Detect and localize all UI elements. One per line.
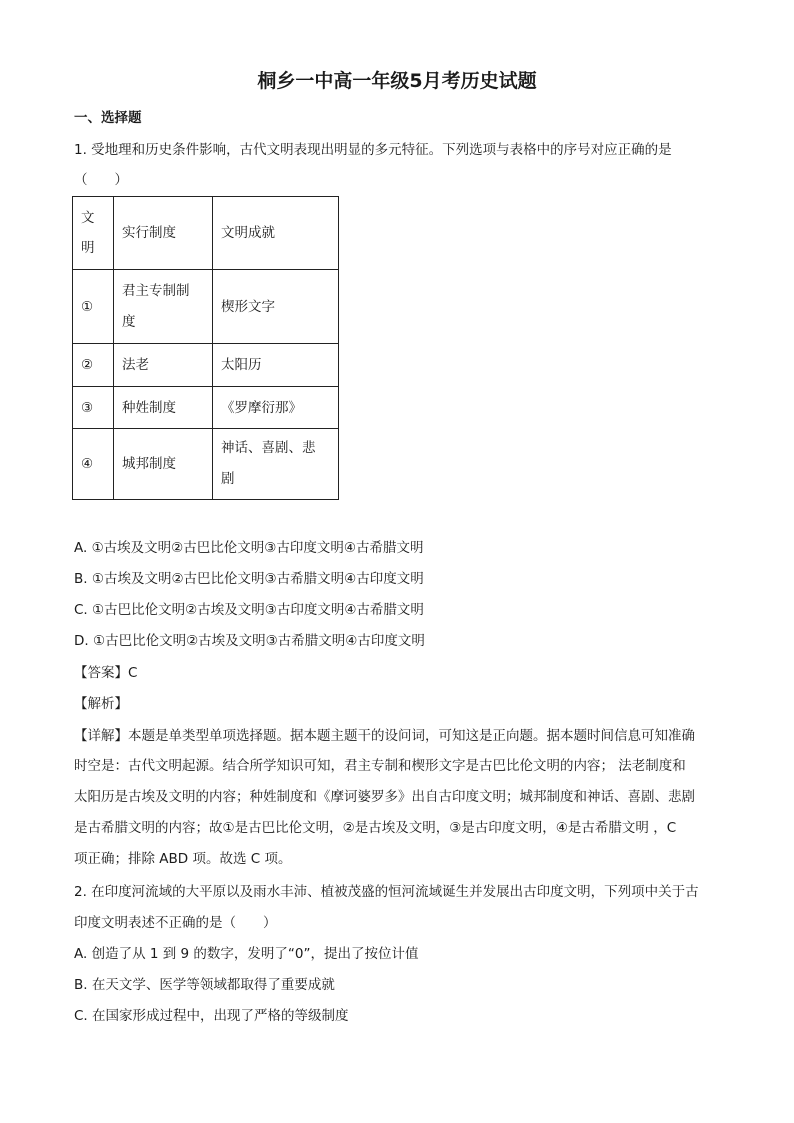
table-header-cell: 文明成就: [213, 197, 339, 270]
question-1-table: [72, 196, 339, 500]
question-2-stem: 2. 在印度河流域的大平原以及雨水丰沛、植被茂盛的恒河流域诞生并发展出古印度文明，下列项中关于古: [74, 884, 699, 900]
detail-line: 【详解】本题是单类型单项选择题。据本题主题干的设问词，可知这是正向题。据本题时间信息可知准确: [74, 728, 695, 744]
question-2-stem-continued: 印度文明表述不正确的是（ ）: [74, 915, 277, 931]
table-cell: 种姓制度: [114, 387, 213, 429]
detail-line: 是古希腊文明的内容；故①是古巴比伦文明，②是古埃及文明，③是古印度文明，④是古希腊文明 ，C: [74, 820, 677, 836]
table-cell: 法老: [114, 344, 213, 387]
question-1-answer-blank: （ ）: [74, 172, 128, 188]
table-cell: ④: [73, 429, 114, 500]
option-b: B. 在天文学、医学等领域都取得了重要成就: [74, 977, 335, 993]
table-row: [73, 429, 339, 500]
answer-label: 【答案】C: [74, 665, 138, 681]
table-header-row: [73, 197, 339, 270]
section-heading: 一、选择题: [74, 110, 142, 126]
table-header-cell: 实行制度: [114, 197, 213, 270]
table-cell: 楔形文字: [213, 270, 339, 344]
table-cell: 《罗摩衍那》: [213, 387, 339, 429]
option-a: A. ①古埃及文明②古巴比伦文明③古印度文明④古希腊文明: [74, 540, 424, 556]
option-d: D. ①古巴比伦文明②古埃及文明③古希腊文明④古印度文明: [74, 633, 425, 649]
table-row: [73, 344, 339, 387]
analysis-label: 【解析】: [74, 696, 128, 712]
table-row: [73, 270, 339, 344]
table-cell: ③: [73, 387, 114, 429]
table-cell: ①: [73, 270, 114, 344]
option-c: C. 在国家形成过程中，出现了严格的等级制度: [74, 1008, 349, 1024]
table-cell: 城邦制度: [114, 429, 213, 500]
table-cell: 神话、喜剧、悲剧: [213, 429, 339, 500]
question-1-stem: 1. 受地理和历史条件影响，古代文明表现出明显的多元特征。下列选项与表格中的序号对应正确的是: [74, 142, 672, 158]
page-title: 桐乡一中高一年级5月考历史试题: [257, 70, 537, 92]
detail-line: 时空是：古代文明起源。结合所学知识可知，君主专制和楔形文字是古巴比伦文明的内容； 法老制度和: [74, 758, 686, 774]
table-row: [73, 387, 339, 429]
detail-line: 太阳历是古埃及文明的内容；种姓制度和《摩诃婆罗多》出自古印度文明；城邦制度和神话、喜剧、悲剧: [74, 789, 695, 805]
option-c: C. ①古巴比伦文明②古埃及文明③古印度文明④古希腊文明: [74, 602, 424, 618]
table-header-cell: 文明: [73, 197, 114, 270]
table-cell: 太阳历: [213, 344, 339, 387]
table-cell: 君主专制制度: [114, 270, 213, 344]
table-cell: ②: [73, 344, 114, 387]
option-a: A. 创造了从 1 到 9 的数字，发明了“0”，提出了按位计值: [74, 946, 419, 962]
option-b: B. ①古埃及文明②古巴比伦文明③古希腊文明④古印度文明: [74, 571, 424, 587]
detail-line: 项正确；排除 ABD 项。故选 C 项。: [74, 851, 292, 867]
